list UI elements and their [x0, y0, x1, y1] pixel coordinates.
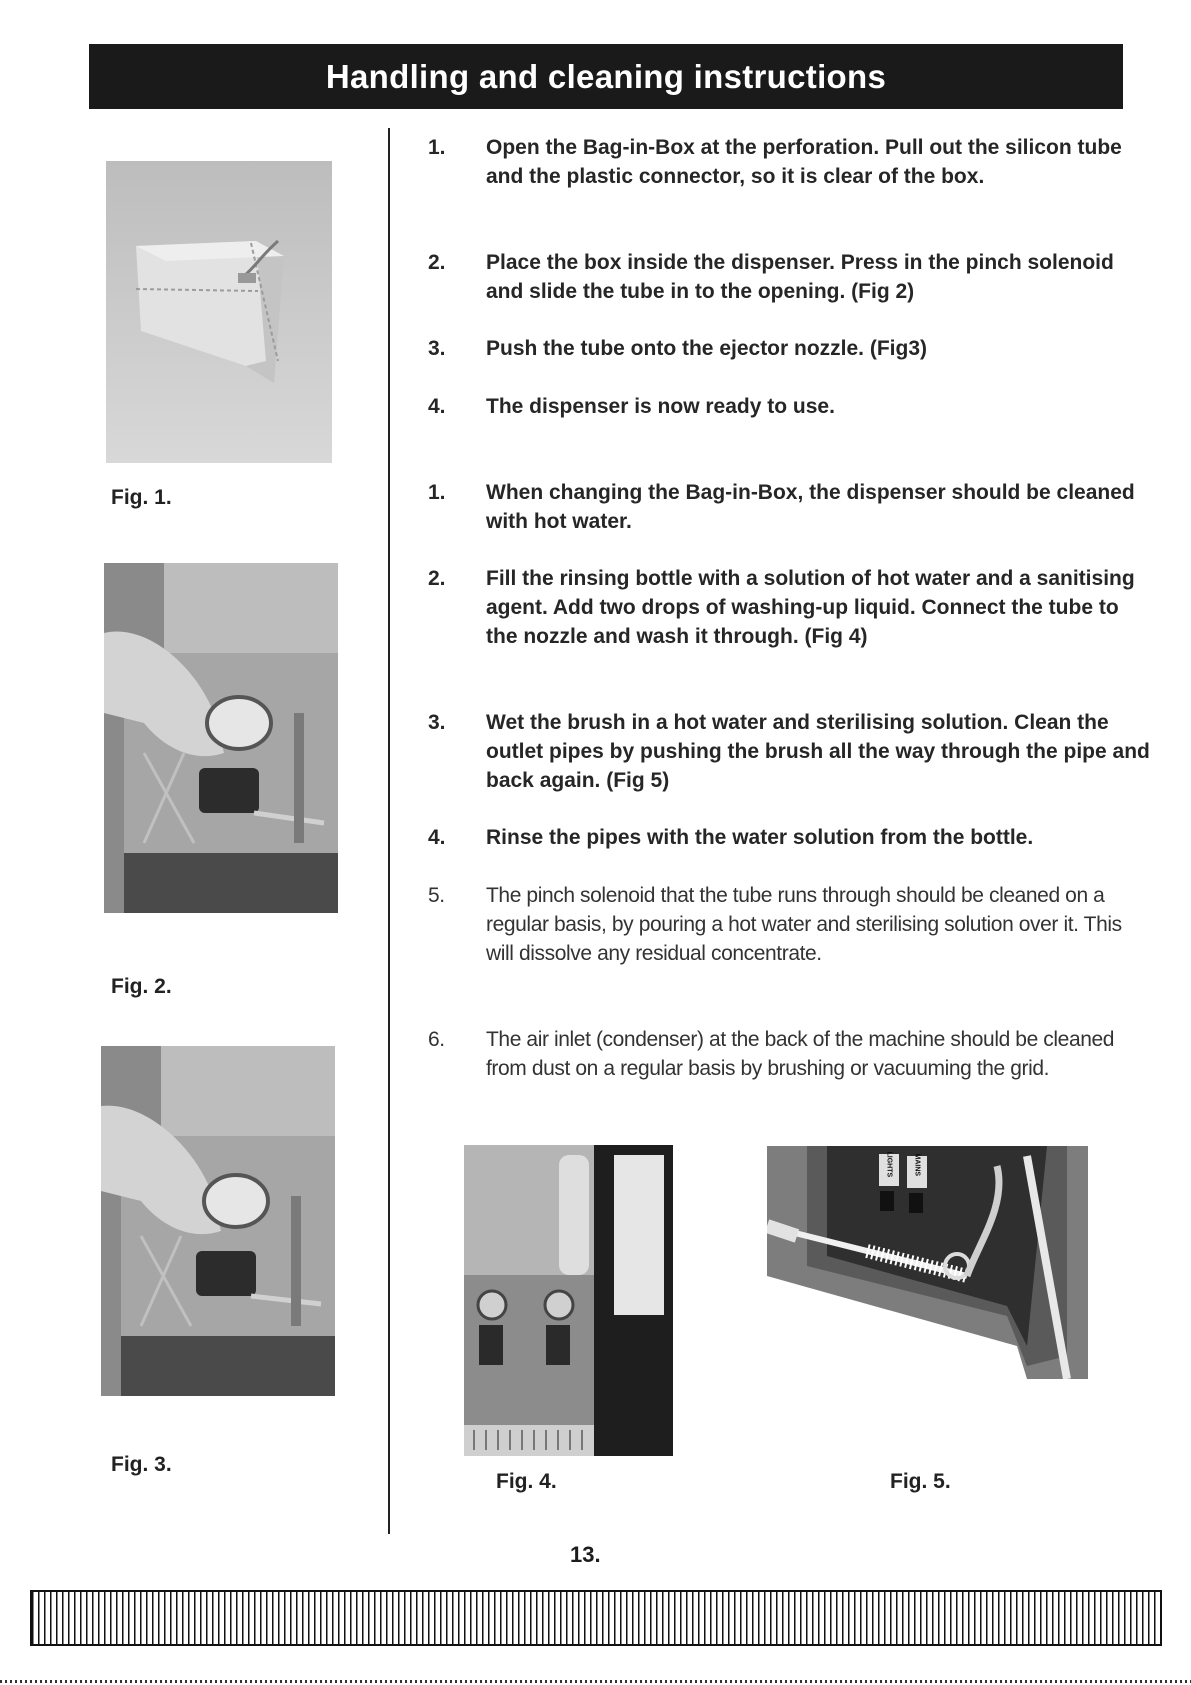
- column-divider: [388, 128, 390, 1534]
- step-text: The dispenser is now ready to use.: [486, 395, 835, 418]
- mains-label: MAINS: [913, 1153, 921, 1177]
- step-text: Open the Bag-in-Box at the perforation. Pull out the silicon tube and the plastic connector, so it is clear of the box.: [486, 136, 1122, 188]
- step-number: 3.: [428, 337, 446, 360]
- list-item: [428, 334, 1153, 363]
- step-text: Wet the brush in a hot water and sterilising solution. Clean the outlet pipes by pushing the brush all the way through the pipe and back again. (Fig 5): [486, 711, 1150, 792]
- fig1-caption: Fig. 1.: [111, 486, 172, 509]
- fig4-photo: [464, 1145, 673, 1456]
- fig2-caption: Fig. 2.: [111, 975, 172, 998]
- list-item: [428, 823, 1153, 852]
- step-number: 2.: [428, 251, 446, 274]
- step-number: 3.: [428, 711, 446, 734]
- step-text: Push the tube onto the ejector nozzle. (Fig3): [486, 337, 928, 360]
- list-item: [428, 133, 1153, 191]
- step-number: 4.: [428, 395, 446, 418]
- fig4-caption: Fig. 4.: [496, 1470, 557, 1493]
- list-item: [428, 881, 1153, 968]
- lights-label: LIGHTS: [885, 1151, 893, 1178]
- step-number: 1.: [428, 136, 446, 159]
- step-text: The pinch solenoid that the tube runs through should be cleaned on a regular basis, by pouring a hot water and sterilising solution over it. This will dissolve any residual concentrate.: [486, 884, 1122, 965]
- step-text: The air inlet (condenser) at the back of the machine should be cleaned from dust on a regular basis by brushing or vacuuming the grid.: [486, 1028, 1115, 1080]
- step-number: 4.: [428, 826, 446, 849]
- list-item: [428, 478, 1153, 536]
- page-title: Handling and cleaning instructions: [89, 44, 1123, 109]
- fig5-caption: Fig. 5.: [890, 1470, 951, 1493]
- step-number: 5.: [428, 884, 445, 907]
- step-number: 2.: [428, 567, 446, 590]
- fig1-photo: [106, 161, 332, 463]
- list-item: [428, 708, 1153, 795]
- step-text: Fill the rinsing bottle with a solution of hot water and a sanitising agent. Add two drops of washing-up liquid. Connect the tube to the nozzle and wash it through. (Fig 4): [486, 567, 1135, 648]
- fig5-photo: [767, 1146, 1088, 1379]
- list-item: [428, 1025, 1153, 1083]
- list-item: [428, 248, 1153, 306]
- step-number: 6.: [428, 1028, 445, 1051]
- fig3-photo: [101, 1046, 335, 1396]
- page-number: 13.: [570, 1542, 601, 1567]
- footer-stripe: [30, 1590, 1162, 1646]
- fig3-caption: Fig. 3.: [111, 1453, 172, 1476]
- step-number: 1.: [428, 481, 446, 504]
- step-text: Rinse the pipes with the water solution from the bottle.: [486, 826, 1034, 849]
- bottom-edge: [0, 1680, 1191, 1683]
- step-text: Place the box inside the dispenser. Press in the pinch solenoid and slide the tube in to the opening. (Fig 2): [486, 251, 1114, 303]
- step-text: When changing the Bag-in-Box, the dispenser should be cleaned with hot water.: [486, 481, 1135, 533]
- fig2-photo: [104, 563, 338, 913]
- list-item: [428, 392, 1153, 421]
- list-item: [428, 564, 1153, 651]
